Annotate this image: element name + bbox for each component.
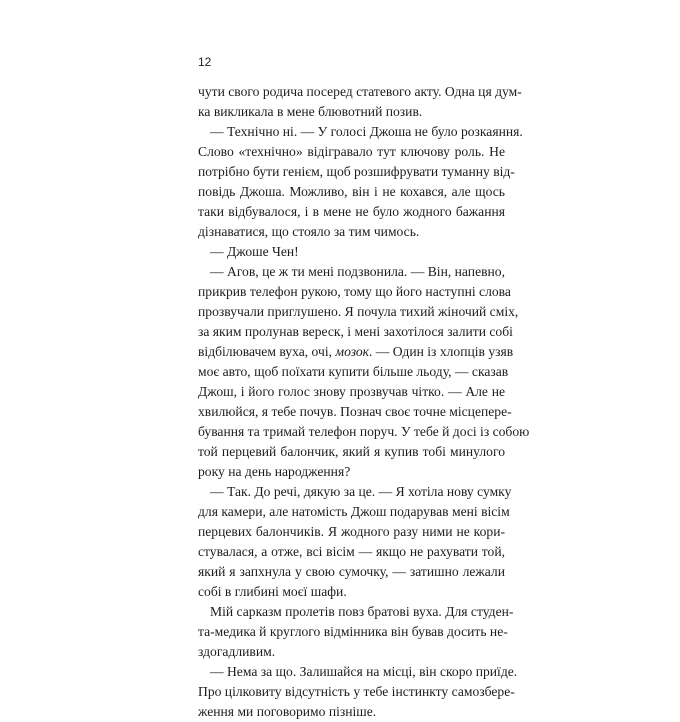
- text-line: потрібно бути генієм, щоб розшифрувати туманну від-: [198, 164, 515, 179]
- text-line: собі в глибині моєї шафи.: [198, 584, 347, 599]
- text-line: який я запхнула у свою сумочку, — затишно лежали: [198, 564, 505, 579]
- text-line: — Джоше Чен!: [210, 244, 299, 259]
- text-line: Слово «технічно» відігравало тут ключову роль. Не: [198, 144, 505, 159]
- text-segment: . — Один із хлопців узяв: [368, 344, 514, 359]
- text-line: та-медика й круглого відмінника він бував досить не-: [198, 624, 508, 639]
- text-line: — Нема за що. Залишайся на місці, він скоро приїде.: [210, 664, 518, 679]
- text-line: бування та тримай телефон поруч. У тебе й досі із собою: [198, 424, 530, 439]
- text-line: здогадливим.: [198, 644, 276, 659]
- text-line: року на день народження?: [198, 464, 351, 479]
- text-line: ка викликала в мене блювотний позив.: [198, 104, 423, 119]
- text-line: прикрив телефон рукою, тому що його наступні слова: [198, 284, 511, 299]
- body-text: [198, 82, 530, 722]
- text-line: за яким пролунав вереск, і мені захотілося залити собі: [198, 324, 513, 339]
- text-line: хвилюйся, я тебе почув. Познач своє точне місцепере-: [198, 404, 512, 419]
- text-line: — Агов, це ж ти мені подзвонила. — Він, напевно,: [210, 264, 505, 279]
- text-line: Мій сарказм пролетів повз братові вуха. Для студен-: [210, 604, 514, 619]
- text-line: для камери, але натомість Джош подарував мені вісім: [198, 504, 510, 519]
- text-line: Джош, і його голос знову прозвучав чітко. — Але не: [198, 384, 505, 399]
- text-line: той перцевий балончик, який я купив тобі минулого: [198, 444, 505, 459]
- text-line: — Технічно ні. — У голосі Джоша не було розкаяння.: [210, 124, 523, 139]
- text-line: повідь Джоша. Можливо, він і не кохався, але щось: [198, 184, 505, 199]
- text-segment: відбілювачем вуха, очі,: [198, 344, 336, 359]
- italic-word: мозок: [335, 344, 369, 359]
- text-line: чути свого родича посеред статевого акту. Одна ця дум-: [198, 84, 522, 99]
- text-line: дізнаватися, що стояло за тим чимось.: [198, 224, 420, 239]
- text-line: Про цілковиту відсутність у тебе інстинкту самозбере-: [198, 684, 515, 699]
- text-line: ження ми поговоримо пізніше.: [198, 704, 377, 719]
- text-line: — Так. До речі, дякую за це. — Я хотіла нову сумку: [210, 484, 512, 499]
- text-line: перцевих балончиків. Я жодного разу ними не кори-: [198, 524, 505, 539]
- text-line: моє авто, щоб поїхати купити більше льоду, — сказав: [198, 364, 509, 379]
- text-line: таки відбувалося, і в мене не було жодного бажання: [198, 204, 505, 219]
- text-line: прозвучали приглушено. Я почула тихий жіночий сміх,: [198, 304, 519, 319]
- text-line: [198, 342, 514, 362]
- text-line: стувалася, а отже, всі вісім — якщо не рахувати той,: [198, 544, 505, 559]
- page-number: 12: [198, 55, 212, 69]
